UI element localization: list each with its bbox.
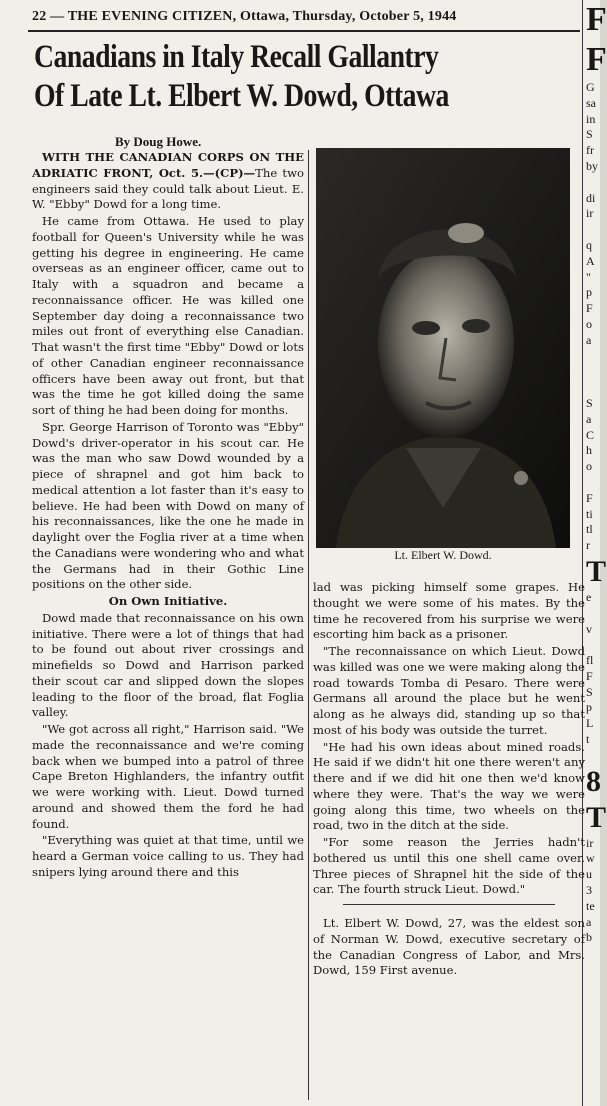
fragment-text: F xyxy=(586,301,593,316)
fragment-text: tl xyxy=(586,522,593,537)
paragraph: "We got across all right," Harrison said. "We made the reconnaissance and we're coming back when we bumped into a patrol of three Cape Breton Highlanders, the infantry outfit we were working with. Lieut. Dowd turned around and showed them the ford he had found. xyxy=(32,722,304,831)
fragment-text: ti xyxy=(586,506,593,521)
fragment-text: q xyxy=(586,237,592,252)
fragment-text: u xyxy=(586,867,592,882)
fragment-text xyxy=(586,380,600,396)
article-column-1 xyxy=(32,150,304,882)
paragraph: "For some reason the Jerries hadn't bothered us until this one shell came over. Three pieces of Shrapnel hit the side of the car. The fourth struck Lieut. Dowd." xyxy=(313,835,585,897)
fragment-text: a xyxy=(586,411,592,426)
fragment-text xyxy=(586,364,600,380)
paragraph xyxy=(32,150,304,213)
fragment-text: A xyxy=(586,253,595,268)
paragraph: lad was picking himself some grapes. He thought we were some of his mates. By the time he recovered from his surprise we were escorting him back as a prisoner. xyxy=(313,580,585,642)
fragment-text: fr xyxy=(586,143,594,158)
fragment-text: F xyxy=(586,490,593,505)
column-divider xyxy=(308,150,309,1100)
portrait-photo xyxy=(316,148,570,548)
paragraph-text: The two engineers said they could talk about Lieut. E. W. "Ebby" Dowd for a long time. xyxy=(32,165,304,212)
fragment-text: a xyxy=(586,914,592,929)
fragment-text: te xyxy=(586,898,595,913)
end-rule xyxy=(343,904,555,912)
fragment-text: t xyxy=(586,732,590,747)
fragment-big: F xyxy=(586,41,607,78)
headline-line-2: Of Late Lt. Elbert W. Dowd, Ottawa xyxy=(34,78,449,114)
fragment-text xyxy=(586,175,600,191)
paragraph: "Everything was quiet at that time, until we heard a German voice calling to us. They had snipers lying around there and this xyxy=(32,833,304,879)
fragment-text: ir xyxy=(586,835,594,850)
headline-line-1: Canadians in Italy Recall Gallantry xyxy=(34,39,439,75)
fragment-text: fl xyxy=(586,653,594,668)
fragment-text: S xyxy=(586,684,593,699)
fragment-text: e xyxy=(586,589,592,604)
fragment-text: L xyxy=(586,716,594,731)
paragraph: Spr. George Harrison of Toronto was "Ebby" Dowd's driver-operator in his scout car. He was the man who saw Dowd wounded by a piece of shrapnel and got him back to medical attention a lot faster than it's easy to believe. He had been with Dowd on many of his reconnaissances, like the one he made in daylight over the Foglia river at a time when the Canadians were wondering who and what the Germans had in their Gothic Line positions on the other side. xyxy=(32,419,304,592)
fragment-text: o xyxy=(586,459,592,474)
fragment-text xyxy=(586,349,600,365)
fragment-big: F xyxy=(586,1,607,38)
fragment-text: C xyxy=(586,427,595,442)
fragment-text: 3 xyxy=(586,883,592,898)
fragment-text: ir xyxy=(586,206,594,221)
header-rule xyxy=(28,30,580,32)
fragment-text: w xyxy=(586,851,595,866)
fragment-text xyxy=(586,606,600,622)
dateline: WITH THE CANADIAN CORPS ON THE ADRIATIC FRONT, Oct. 5.—(CP)— xyxy=(32,150,304,180)
fragment-text: G xyxy=(586,80,595,94)
fragment-text: h xyxy=(586,443,592,458)
paragraph: "The reconnaissance on which Lieut. Dowd was killed was one we were making along the road towards Tomba di Pesaro. There were Germans all around the place but he went along as he always did, standing up so that most of his body was outside the turret. xyxy=(313,644,585,737)
fragment-text: sa xyxy=(586,95,596,110)
photo-caption: Lt. Elbert W. Dowd. xyxy=(394,548,492,562)
fragment-text: " xyxy=(586,269,591,284)
fragment-text: T xyxy=(586,554,607,588)
fragment-text: p xyxy=(586,700,592,715)
fragment-text xyxy=(586,748,600,764)
paragraph: Lt. Elbert W. Dowd, 27, was the eldest son of Norman W. Dowd, executive secretary of the Canadian Congress of Labor, and Mrs. Dowd, 159 First avenue. xyxy=(313,916,585,978)
fragment-text: r xyxy=(586,538,590,553)
fragment-text xyxy=(586,637,600,653)
byline: By Doug Howe. xyxy=(115,134,202,149)
running-head: 22 — THE EVENING CITIZEN, Ottawa, Thursday, October 5, 1944 xyxy=(32,9,457,24)
fragment-text: v xyxy=(586,621,592,636)
subhead: On Own Initiative. xyxy=(108,594,228,608)
fragment-text: by xyxy=(586,158,598,173)
portrait-image xyxy=(316,148,570,548)
fragment-text: p xyxy=(586,285,592,300)
fragment-lines xyxy=(586,80,607,946)
fragment-text xyxy=(586,222,600,238)
fragment-text: S xyxy=(586,127,593,142)
fragment-text: in xyxy=(586,111,596,126)
fragment-text: F xyxy=(586,668,593,683)
fragment-text: b xyxy=(586,930,592,945)
fragment-text: T xyxy=(586,800,607,834)
fragment-text xyxy=(586,475,600,491)
fragment-text: 8 xyxy=(586,764,601,798)
headline xyxy=(34,38,494,116)
fragment-text: a xyxy=(586,332,592,347)
paragraph: "He had his own ideas about mined roads. He said if we didn't hit one there weren't any there and if we did hit one then we'd know where they were. That's the way we were going along this time, two wheels on the road, two in the ditch at the side. xyxy=(313,739,585,833)
fragment-text: di xyxy=(586,190,596,205)
fragment-text: o xyxy=(586,316,592,331)
article-column-2 xyxy=(313,580,585,980)
adjacent-column-fragment xyxy=(586,0,607,1106)
paragraph: He came from Ottawa. He used to play football for Queen's University while he was getting his degree in engineering. He came overseas as an engineer officer, came out to Italy with a squadron and became a reconnaissance officer. He was killed one September day doing a reconnaissance two miles out front of everything else Canadian. That wasn't the first time "Ebby" Dowd or lots of other Canadian engineer reconnaissance officers have been away out front, but that was the time he got killed doing the same sort of thing he had been doing for months. xyxy=(32,214,304,417)
paragraph: Dowd made that reconnaissance on his own initiative. There were a lot of things that had to be found out about river crossings and minefields so Dowd and Harrison parked their scout car and slipped down the slopes leading to the floor of the broad, flat Foglia valley. xyxy=(32,610,304,720)
fragment-text: S xyxy=(586,395,593,410)
